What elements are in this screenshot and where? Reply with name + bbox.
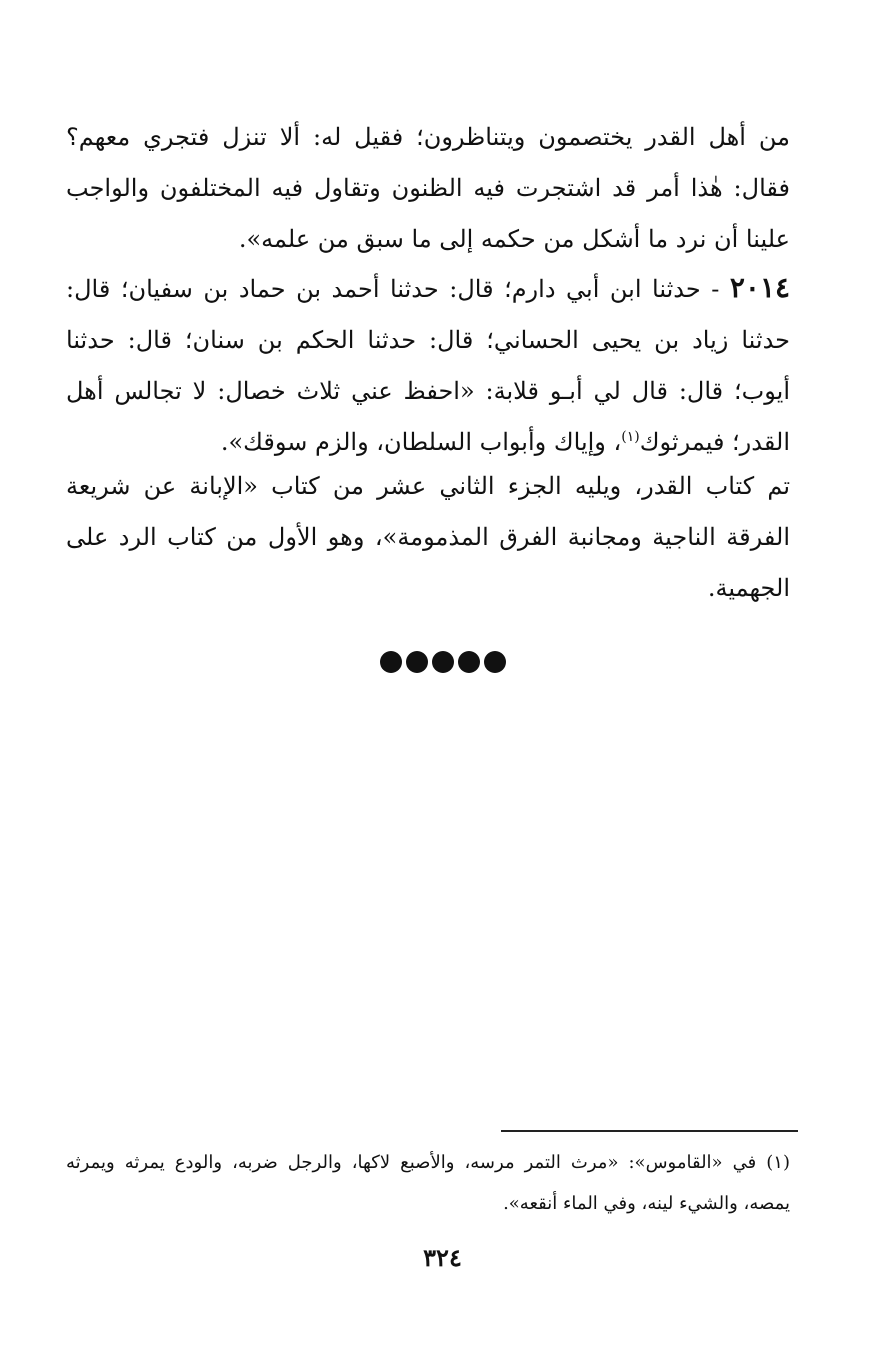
- ornament-dot: [484, 651, 506, 673]
- closing-paragraph: [66, 461, 790, 614]
- ornament-dot: [380, 651, 402, 673]
- footnote-text: (١) في «القاموس»: «مرث التمر مرسه، والأصبع لاكها، والرجل ضربه، والودع يمرثه ويمرثه يمصه، والشيء لينه، وفي الماء أنقعه».: [66, 1152, 790, 1214]
- ornament-dot: [458, 651, 480, 673]
- footnote-reference: (١): [621, 429, 640, 445]
- hadith-number: ٢٠١٤: [729, 271, 791, 304]
- footnote-separator: [501, 1130, 798, 1132]
- footnote: [66, 1142, 790, 1224]
- hadith-text-end: ، وإياك وأبواب السلطان، والزم سوقك».: [220, 428, 622, 456]
- hadith-paragraph: [66, 262, 790, 468]
- paragraph-continuation: [66, 112, 790, 265]
- ornament-dot: [432, 651, 454, 673]
- hadith-text: - حدثنا ابن أبي دارم؛ قال: حدثنا أحمد بن حماد بن سفيان؛ قال: حدثنا زياد بن يحيى الحساني؛ قال: حدثنا الحكم بن سنان؛ قال: حدثنا أيوب؛ قال: قال لي أبـو قلابة: «احفظ عني ثلاث خصال: لا تجالس أهل القدر؛ فيمرثوك: [66, 275, 790, 456]
- paragraph-text: من أهل القدر يختصمون ويتناظرون؛ فقيل له: ألا تنزل فتجري معهم؟ فقال: هٰذا أمر قد اشتجرت فيه الظنون وتقاول فيه المختلفون والواجب علينا أن نرد ما أشكل من حكمه إلى ما سبق من علمه».: [66, 123, 791, 253]
- page-number: ٣٢٤: [423, 1243, 462, 1272]
- ornament-dot: [406, 651, 428, 673]
- section-end-ornament: [0, 651, 885, 673]
- closing-text: تم كتاب القدر، ويليه الجزء الثاني عشر من كتاب «الإبانة عن شريعة الفرقة الناجية ومجانبة الفرق المذمومة»، وهو الأول من كتاب الرد على الجهمية.: [66, 472, 790, 602]
